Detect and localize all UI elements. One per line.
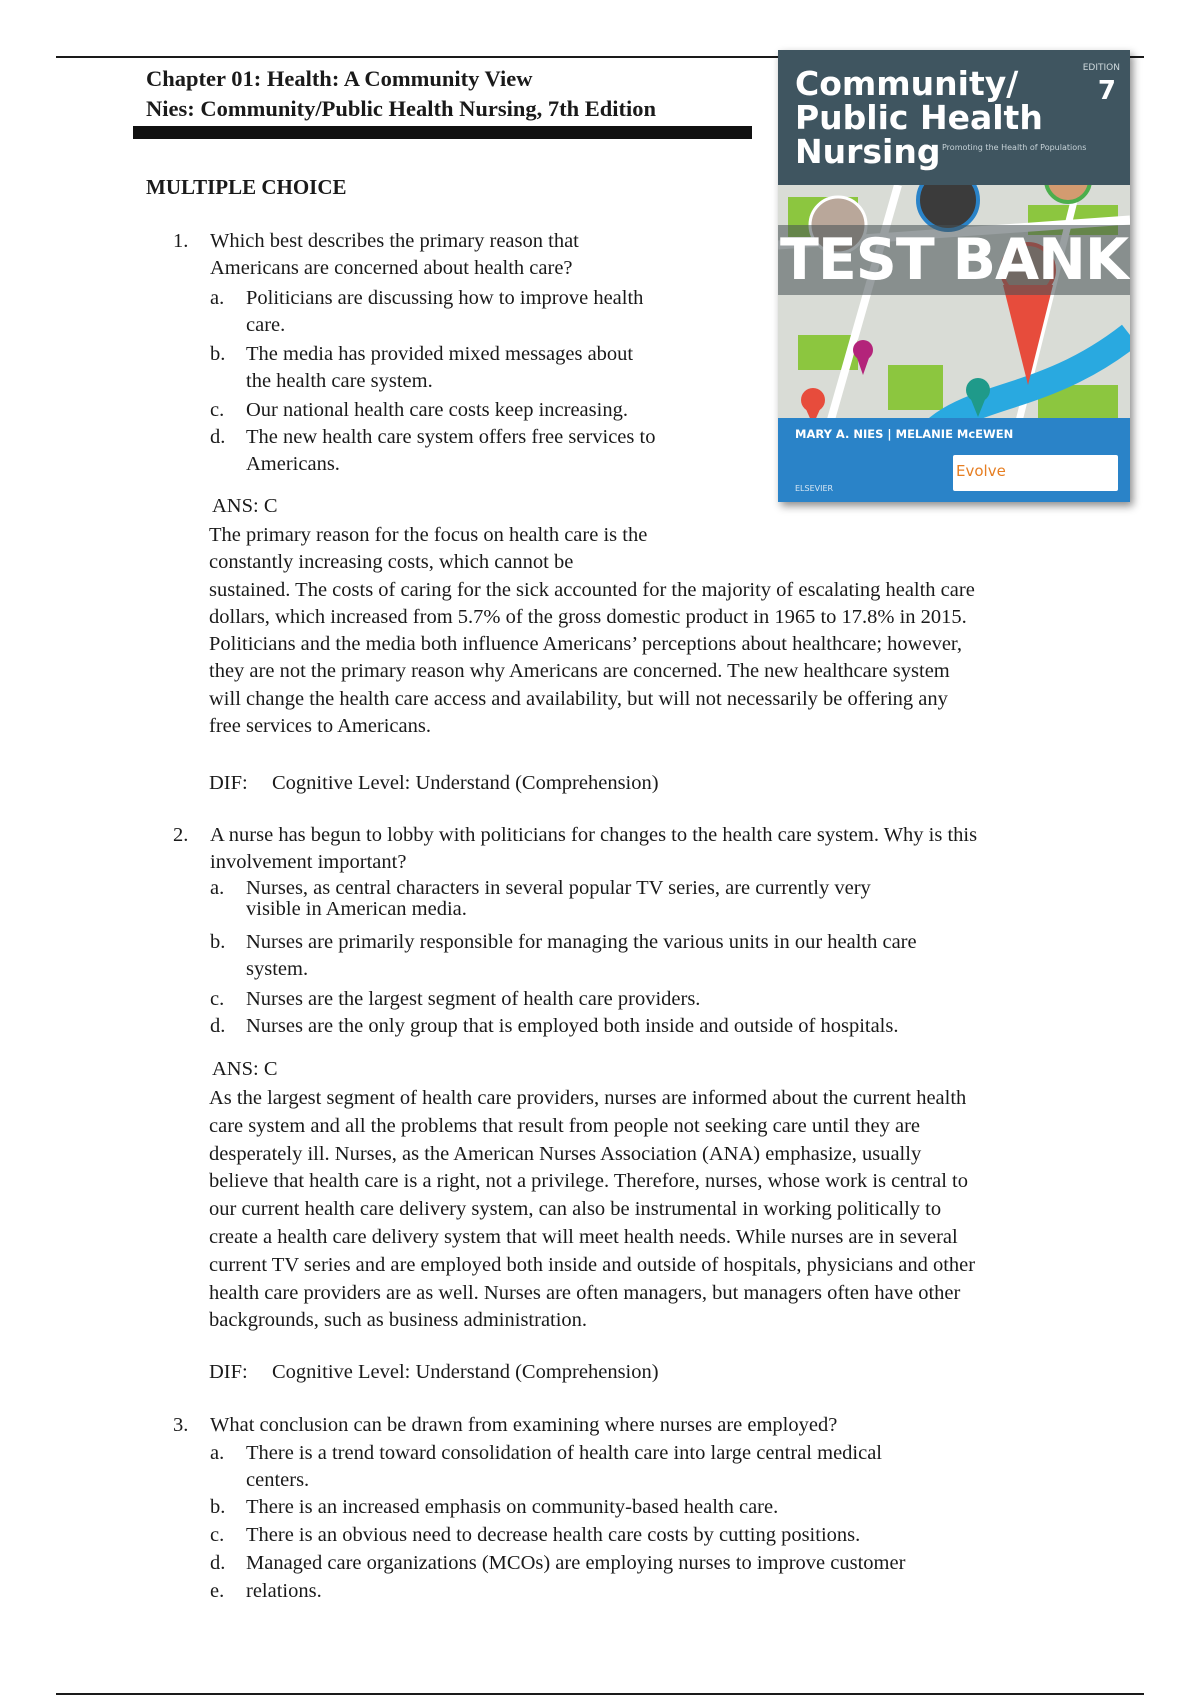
dif-value: Cognitive Level: Understand (Comprehension) — [272, 1361, 659, 1383]
difficulty — [209, 772, 659, 795]
option-letter: c. — [210, 988, 225, 1010]
difficulty — [209, 1361, 659, 1384]
option-line: Nurses are the largest segment of health care providers. — [246, 988, 701, 1010]
bottom-rule — [56, 1693, 1144, 1695]
option-line: care. — [246, 314, 286, 336]
rationale-line: free services to Americans. — [209, 715, 431, 738]
option-line: centers. — [246, 1469, 310, 1491]
option-line: Politicians are discussing how to improve health — [246, 287, 644, 309]
option-letter: d. — [210, 1015, 226, 1037]
chapter-title: Chapter 01: Health: A Community View — [146, 66, 533, 91]
option-text — [246, 397, 628, 424]
option-text — [246, 1550, 905, 1577]
option-text — [246, 1494, 778, 1521]
cover-subtitle: Promoting the Health of Populations — [942, 143, 1087, 152]
option-line: Nurses are the only group that is employed both inside and outside of hospitals. — [246, 1015, 899, 1037]
option-letter: b. — [210, 931, 226, 953]
option-line: the health care system. — [246, 370, 433, 392]
rationale-line: backgrounds, such as business administration. — [209, 1309, 588, 1332]
answer-key: ANS: C — [212, 1058, 278, 1080]
option-text — [246, 929, 917, 983]
edition-label: EDITION — [1082, 63, 1120, 73]
rationale-line: they are not the primary reason why Americans are concerned. The new healthcare system — [209, 660, 950, 683]
rationale-line: dollars, which increased from 5.7% of the gross domestic product in 1965 to 17.8% in 2015. — [209, 605, 967, 628]
cover-title-line: Community/ — [795, 64, 1019, 103]
option-text — [246, 1013, 898, 1040]
book-cover — [778, 50, 1130, 502]
option-text — [246, 1522, 860, 1549]
rationale-line: sustained. The costs of caring for the sick accounted for the majority of escalating health care — [209, 578, 975, 601]
option-line: There is a trend toward consolidation of health care into large central medical — [246, 1442, 883, 1464]
stem-line: involvement important? — [210, 851, 407, 873]
cover-title-line: Nursing — [795, 132, 941, 171]
stem-line: What conclusion can be drawn from examining where nurses are employed? — [210, 1414, 838, 1436]
option-letter: a. — [210, 1442, 225, 1464]
option-text — [246, 1440, 882, 1494]
option-letter: a. — [210, 877, 225, 899]
rationale-line: Politicians and the media both influence Americans’ perceptions about healthcare; however, — [209, 633, 963, 656]
option-text — [246, 285, 643, 339]
stem-text — [210, 1412, 837, 1439]
option-line: Americans. — [246, 453, 340, 475]
rationale — [209, 522, 1129, 740]
rationale — [209, 1085, 1129, 1335]
question-number: 1. — [173, 230, 189, 252]
option-line: The new health care system offers free services to — [246, 426, 656, 448]
rationale-line: health care providers are as well. Nurses are often managers, but managers often have other — [209, 1281, 961, 1304]
rationale-line: The primary reason for the focus on health care is the — [209, 524, 648, 546]
rationale-line: will change the health care access and availability, but will not necessarily be offering any — [209, 687, 948, 710]
option-letter: c. — [210, 1524, 225, 1546]
option-line: visible in American media. — [246, 898, 467, 920]
cover-authors: MARY A. NIES | MELANIE McEWEN — [795, 427, 1014, 441]
rationale-line: desperately ill. Nurses, as the American Nurses Association (ANA) emphasize, usually — [209, 1142, 922, 1165]
option-letter: c. — [210, 399, 225, 421]
option-line: There is an obvious need to decrease health care costs by cutting positions. — [246, 1524, 861, 1546]
cover-title-line: Public Health — [795, 98, 1043, 137]
rationale-line: constantly increasing costs, which cannot be — [209, 551, 574, 574]
option-line: Nurses, as central characters in several popular TV series, are currently very — [246, 877, 871, 899]
stem-line: A nurse has begun to lobby with politicians for changes to the health care system. Why is this — [210, 824, 978, 846]
option-letter: d. — [210, 1552, 226, 1574]
option-letter: b. — [210, 343, 226, 365]
option-text — [246, 1578, 322, 1605]
document-header — [146, 64, 746, 124]
cover-title — [795, 64, 1055, 171]
rationale-line: create a health care delivery system that will meet health needs. While nurses are in several — [209, 1225, 958, 1248]
section-heading: MULTIPLE CHOICE — [146, 175, 347, 199]
option-line: Managed care organizations (MCOs) are employing nurses to improve customer — [246, 1552, 906, 1574]
dif-label: DIF: — [209, 1361, 248, 1383]
stem-line: Which best describes the primary reason that — [210, 230, 579, 252]
stem-line: Americans are concerned about health care? — [210, 257, 573, 279]
stem-text — [210, 228, 579, 282]
edition-number: 7 — [1097, 76, 1116, 106]
option-text — [246, 878, 871, 920]
option-line: Nurses are primarily responsible for managing the various units in our health care — [246, 931, 917, 953]
question-number: 3. — [173, 1414, 189, 1436]
rationale-line: care system and all the problems that result from people not seeking care until they are — [209, 1114, 920, 1137]
option-text — [246, 424, 655, 478]
book-title: Nies: Community/Public Health Nursing, 7th Edition — [146, 96, 657, 121]
option-text — [246, 986, 700, 1013]
rationale-line: believe that health care is a right, not a privilege. Therefore, nurses, whose work is central to — [209, 1170, 968, 1193]
publisher-logo: ELSEVIER — [795, 484, 834, 493]
stem-text — [210, 822, 977, 876]
rationale-line: current TV series and are employed both inside and outside of hospitals, physicians and other — [209, 1253, 976, 1276]
option-line: The media has provided mixed messages about — [246, 343, 634, 365]
option-letter: d. — [210, 426, 226, 448]
option-line: system. — [246, 958, 309, 980]
option-letter: e. — [210, 1580, 225, 1602]
rationale-line: our current health care delivery system, can also be instrumental in working politically to — [209, 1198, 942, 1221]
question-number: 2. — [173, 824, 189, 846]
dif-label: DIF: — [209, 772, 248, 794]
header-bar — [133, 126, 752, 139]
option-line: Our national health care costs keep increasing. — [246, 399, 628, 421]
option-line: relations. — [246, 1580, 322, 1602]
evolve-logo: Evolve — [956, 462, 1006, 480]
option-line: There is an increased emphasis on community-based health care. — [246, 1496, 779, 1518]
option-letter: b. — [210, 1496, 226, 1518]
answer-key: ANS: C — [212, 495, 278, 517]
test-bank-banner: TEST BANK — [779, 227, 1129, 293]
option-text — [246, 341, 633, 395]
dif-value: Cognitive Level: Understand (Comprehension) — [272, 772, 659, 794]
rationale-line: As the largest segment of health care providers, nurses are informed about the current health — [209, 1087, 967, 1109]
option-letter: a. — [210, 287, 225, 309]
